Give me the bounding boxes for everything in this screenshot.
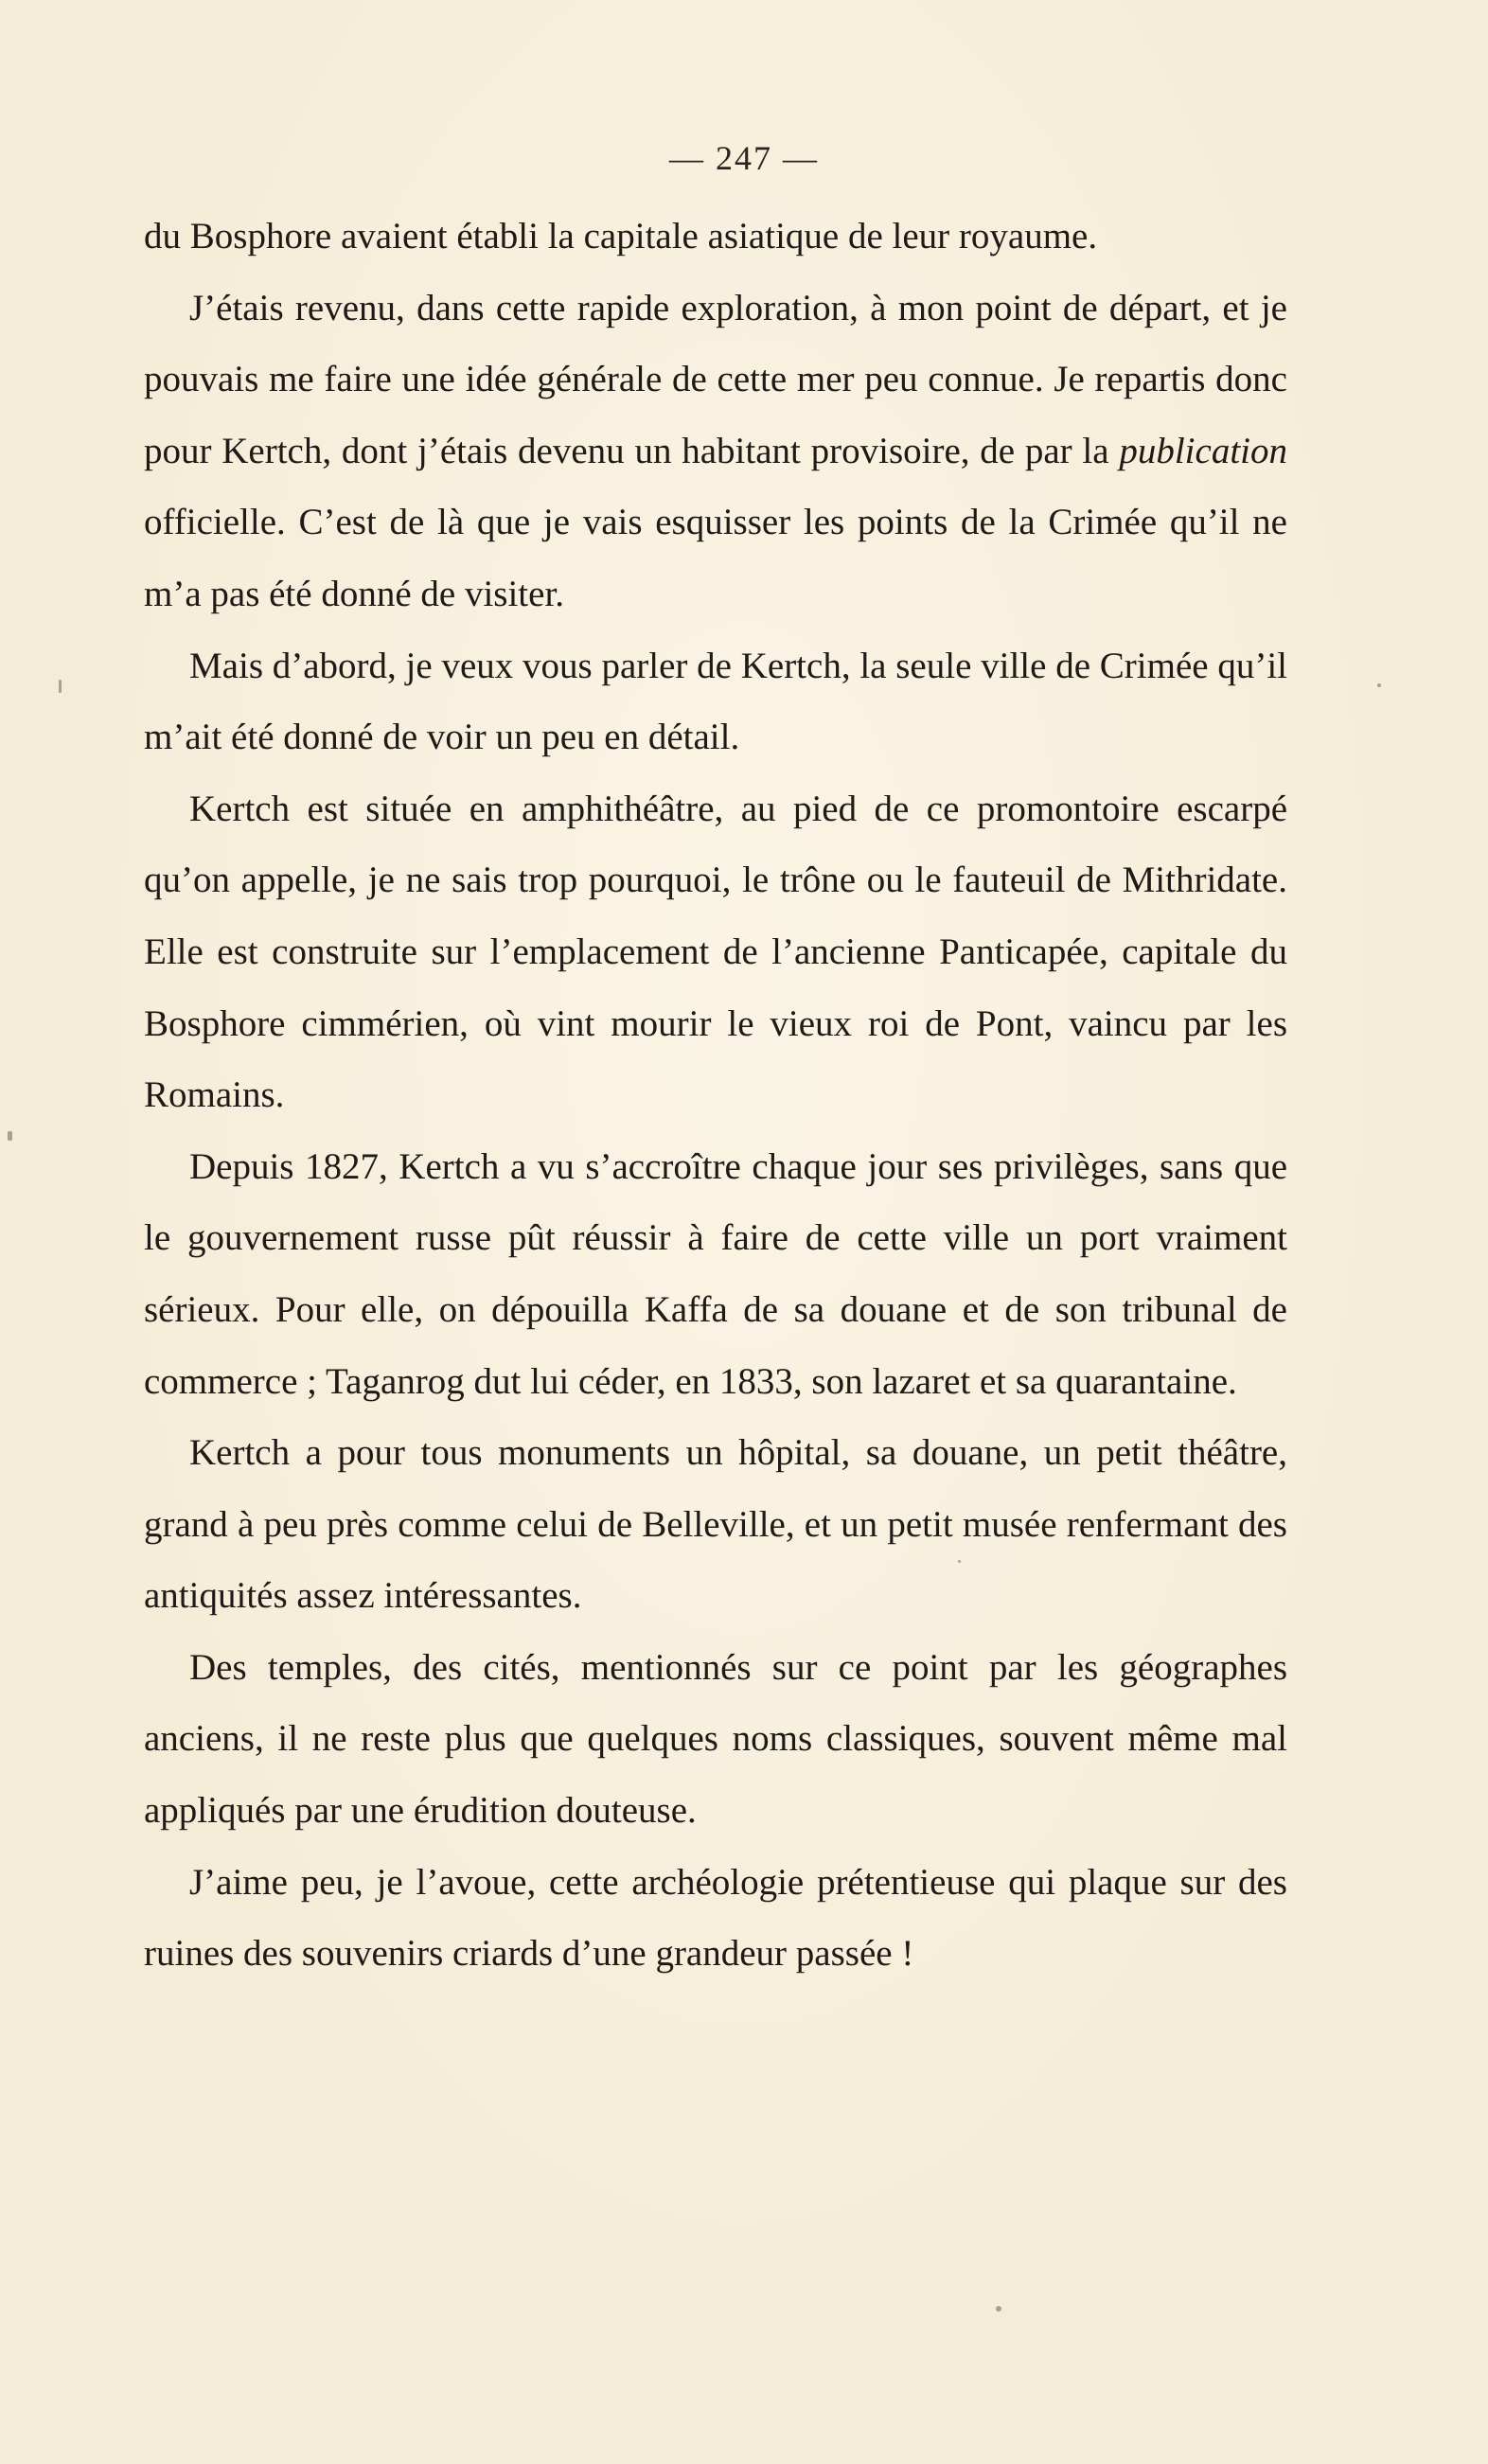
paragraph-7: Des temples, des cités, mentionnés sur ce point par les géographes anciens, il ne reste plus que quelques noms classiques, souvent même mal appliqués par une érudition douteuse. (144, 1646, 1287, 1832)
paper-speck (59, 680, 62, 693)
body-text (144, 201, 1287, 1990)
emphasis-publication: publication (1119, 430, 1287, 471)
paragraph-2 (144, 273, 1287, 630)
paper-speck (1377, 683, 1381, 687)
paragraph-4: Kertch est située en amphithéâtre, au pied de ce promontoire escarpé qu’on appelle, je ne sais trop pourquoi, le trône ou le fauteuil de Mithridate. Elle est construite sur l’emplacement de l’ancienne Panticapée, capitale du Bosphore cimmérien, où vint mourir le vieux roi de Pont, vaincu par les Romains. (144, 788, 1287, 1116)
paper-speck (958, 1560, 961, 1563)
paragraph-3: Mais d’abord, je veux vous parler de Kertch, la seule ville de Crimée qu’il m’ait été donné de voir un peu en détail. (144, 645, 1287, 758)
paragraph-8: J’aime peu, je l’avoue, cette archéologie prétentieuse qui plaque sur des ruines des souvenirs criards d’une grandeur passée ! (144, 1861, 1287, 1975)
paragraph-6: Kertch a pour tous monuments un hôpital, sa douane, un petit théâtre, grand à peu près comme celui de Belleville, et un petit musée renfermant des antiquités assez intéressantes. (144, 1432, 1287, 1617)
paragraph-2-text: J’étais revenu, dans cette rapide exploration, à mon point de départ, et je pouvais me faire une idée générale de cette mer peu connue. Je repartis donc pour Kertch, dont j’étais devenu un habitant provisoire, de par la (144, 287, 1287, 471)
paragraph-1: du Bosphore avaient établi la capitale asiatique de leur royaume. (144, 216, 1098, 257)
paragraph-5: Depuis 1827, Kertch a vu s’accroître chaque jour ses privilèges, sans que le gouvernement russe pût réussir à faire de cette ville un port vraiment sérieux. Pour elle, on dépouilla Kaffa de sa douane et de son tribunal de commerce ; Taganrog dut lui céder, en 1833, son lazaret et sa quarantaine. (144, 1145, 1287, 1402)
page-number: — 247 — (669, 139, 819, 177)
paper-speck (996, 2306, 1001, 2312)
paragraph-2-text-after: officielle. C’est de là que je vais esquisser les points de la Crimée qu’il ne m’a pas été donné de visiter. (144, 502, 1287, 614)
paper-speck (8, 1131, 12, 1141)
